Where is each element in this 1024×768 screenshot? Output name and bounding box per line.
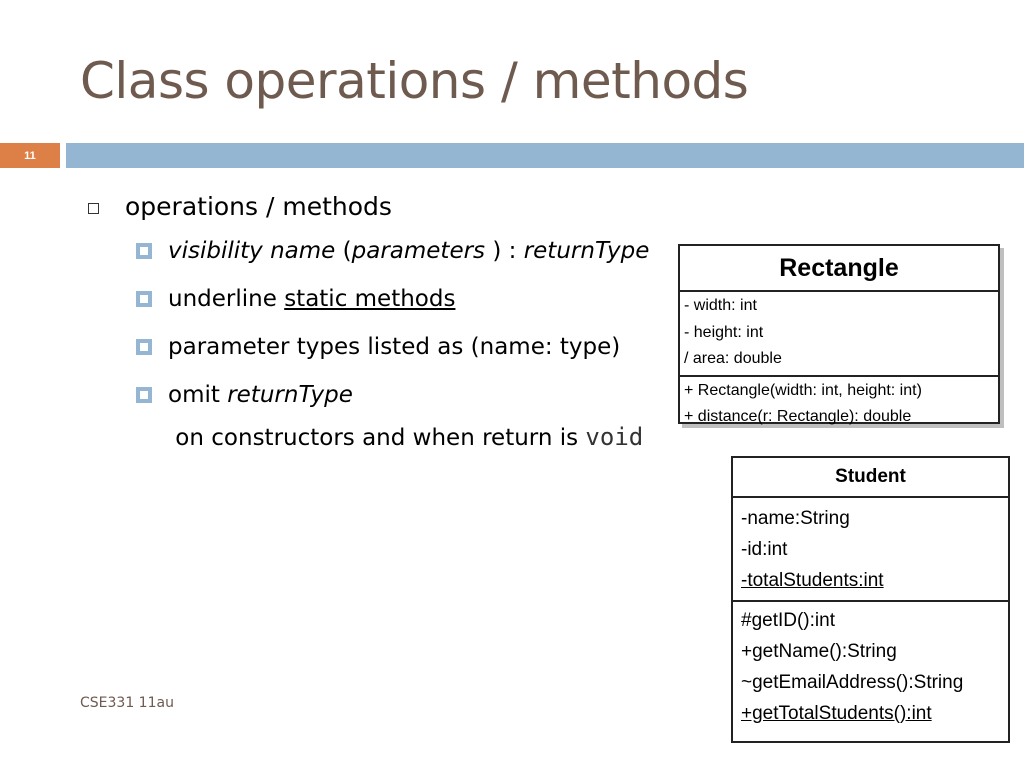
bullet-list <box>88 190 663 459</box>
slide-title: Class operations / methods <box>80 52 749 110</box>
sub-bullet-text: parameter types listed as (name: type) <box>168 333 621 360</box>
attribute-row: - height: int <box>684 323 764 341</box>
attribute-row: - width: int <box>684 297 757 314</box>
sub-bullet-text: underline static methods <box>168 285 456 312</box>
square-bullet-icon <box>136 243 152 259</box>
rectangle-class-diagram <box>678 244 1000 424</box>
sub-bullet-static <box>136 278 663 320</box>
class-name: Rectangle <box>680 246 998 292</box>
sub-bullet-parameter-types <box>136 326 663 368</box>
bullet-text: operations / methods <box>125 192 392 221</box>
title-accent-bar <box>66 143 1024 168</box>
sub-bullet-signature <box>136 230 663 272</box>
class-attributes <box>733 498 1008 602</box>
bullet-level1 <box>88 190 663 224</box>
sub-bullet-text: omit returnType on constructors and when return is void <box>168 381 644 451</box>
sub-bullet-text: visibility name (parameters ) : returnType <box>168 237 650 264</box>
square-bullet-icon <box>136 387 152 403</box>
attribute-row: / area: double <box>684 350 782 367</box>
class-name: Student <box>733 458 1008 498</box>
operation-row: + distance(r: Rectangle): double <box>684 408 912 425</box>
attribute-row: -id:int <box>741 539 788 560</box>
class-operations <box>733 602 1008 729</box>
operation-row: + Rectangle(width: int, height: int) <box>684 381 922 399</box>
square-bullet-icon <box>136 339 152 355</box>
static-attribute-row: -totalStudents:int <box>741 570 884 591</box>
student-class-diagram <box>731 456 1010 743</box>
class-operations <box>680 377 998 433</box>
footer-course-label: CSE331 11au <box>80 695 174 711</box>
operation-row: ~getEmailAddress():String <box>741 672 964 693</box>
square-bullet-icon <box>136 291 152 307</box>
operation-row: +getName():String <box>741 641 897 662</box>
slide-number: 11 <box>0 143 60 168</box>
hollow-square-bullet-icon <box>88 203 99 214</box>
static-operation-row: +getTotalStudents():int <box>741 703 932 724</box>
class-attributes <box>680 292 998 377</box>
operation-row: #getID():int <box>741 610 835 631</box>
sub-bullet-omit-return <box>136 374 663 459</box>
attribute-row: -name:String <box>741 508 850 529</box>
